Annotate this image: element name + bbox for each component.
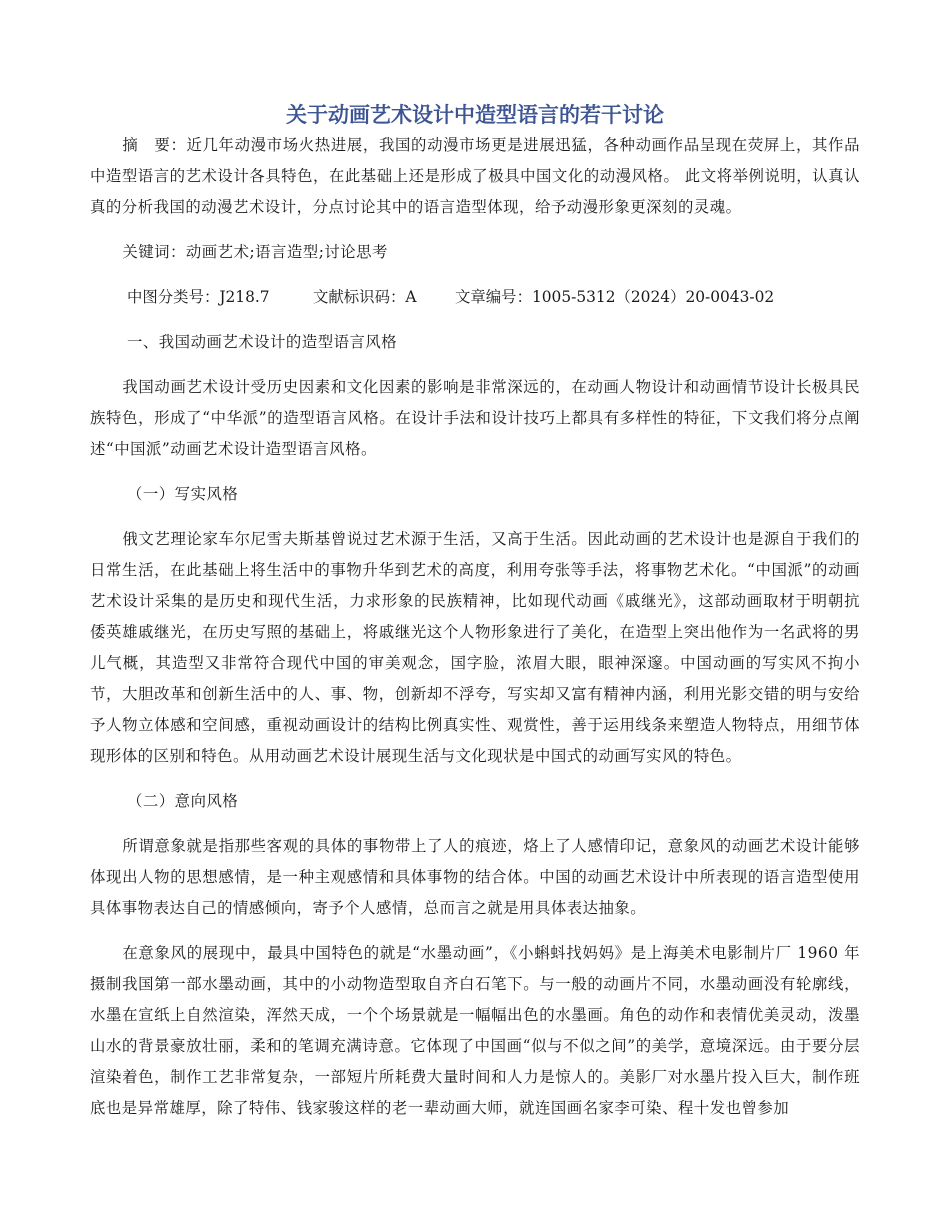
body-paragraph: 所谓意象就是指那些客观的具体的事物带上了人的痕迹，烙上了人感情印记，意象风的动画艺术设计能够体现出人物的思想感情，是一种主观感情和具体事物的结合体。中国的动画艺术设计中所表现的语言造型使用具体事物表达自己的情感倾向，寄予个人感情，总而言之就是用具体表达抽象。 (90, 837, 860, 917)
section-heading: 一、我国动画艺术设计的造型语言风格 (127, 333, 398, 351)
abstract-paragraph (90, 130, 860, 223)
document-code: 文献标识码：A (313, 288, 417, 306)
abstract-text: 近几年动漫市场火热进展，我国的动漫市场更是进展迅猛，各种动画作品呈现在荧屏上，其作品中造型语言的艺术设计各具特色，在此基础上还是形成了极具中国文化的动漫风格。 此文将举例说明，认真认真的分析我国的动漫艺术设计，分点讨论其中的语言造型体现，给予动漫形象更深刻的灵魂。 (90, 136, 860, 216)
body-paragraph: 我国动画艺术设计受历史因素和文化因素的影响是非常深远的，在动画人物设计和动画情节设计长极具民族特色，形成了“中华派”的造型语言风格。在设计手法和设计技巧上都具有多样性的特征，下文我们将分点阐述“中国派”动画艺术设计造型语言风格。 (90, 378, 860, 458)
keywords-line: 关键词：动画艺术;语言造型;讨论思考 (122, 243, 388, 261)
article-page (90, 100, 860, 1124)
subsection-heading: （一）写实风格 (127, 485, 239, 503)
abstract-label: 摘 要： (122, 136, 187, 154)
clc-number: 中图分类号：J218.7 (127, 288, 270, 306)
classification-row (90, 282, 860, 313)
article-number: 文章编号：1005-5312（2024）20-0043-02 (455, 288, 775, 306)
body-paragraph: 在意象风的展现中，最具中国特色的就是“水墨动画”，《小蝌蚪找妈妈》是上海美术电影制片厂 1960 年摄制我国第一部水墨动画，其中的小动物造型取自齐白石笔下。与一般的动画片不同，水墨动画没有轮廓线，水墨在宣纸上自然渲染，浑然天成，一个个场景就是一幅幅出色的水墨画。角色的动作和表情优美灵动，泼墨山水的背景豪放壮丽，柔和的笔调充满诗意。它体现了中国画“似与不似之间”的美学，意境深远。由于要分层渲染着色，制作工艺非常复杂，一部短片所耗费大量时间和人力是惊人的。美影厂对水墨片投入巨大，制作班底也是异常雄厚，除了特伟、钱家骏这样的老一辈动画大师，就连国画名家李可染、程十发也曾参加 (90, 944, 860, 1117)
body-paragraph: 俄文艺理论家车尔尼雪夫斯基曾说过艺术源于生活，又高于生活。因此动画的艺术设计也是源自于我们的日常生活，在此基础上将生活中的事物升华到艺术的高度，利用夸张等手法，将事物艺术化。“中国派”的动画艺术设计采集的是历史和现代生活，力求形象的民族精神，比如现代动画《戚继光》，这部动画取材于明朝抗倭英雄戚继光，在历史写照的基础上，将戚继光这个人物形象进行了美化，在造型上突出他作为一名武将的男儿气概，其造型又非常符合现代中国的审美观念，国字脸，浓眉大眼，眼神深邃。中国动画的写实风不拘小节，大胆改革和创新生活中的人、事、物，创新却不浮夸，写实却又富有精神内涵，利用光影交错的明与安给予人物立体感和空间感，重视动画设计的结构比例真实性、观赏性，善于运用线条来塑造人物特点，用细节体现形体的区别和特色。从用动画艺术设计展现生活与文化现状是中国式的动画写实风的特色。 (90, 530, 860, 765)
subsection-heading: （二）意向风格 (127, 792, 239, 810)
article-title: 关于动画艺术设计中造型语言的若干讨论 (286, 103, 664, 127)
